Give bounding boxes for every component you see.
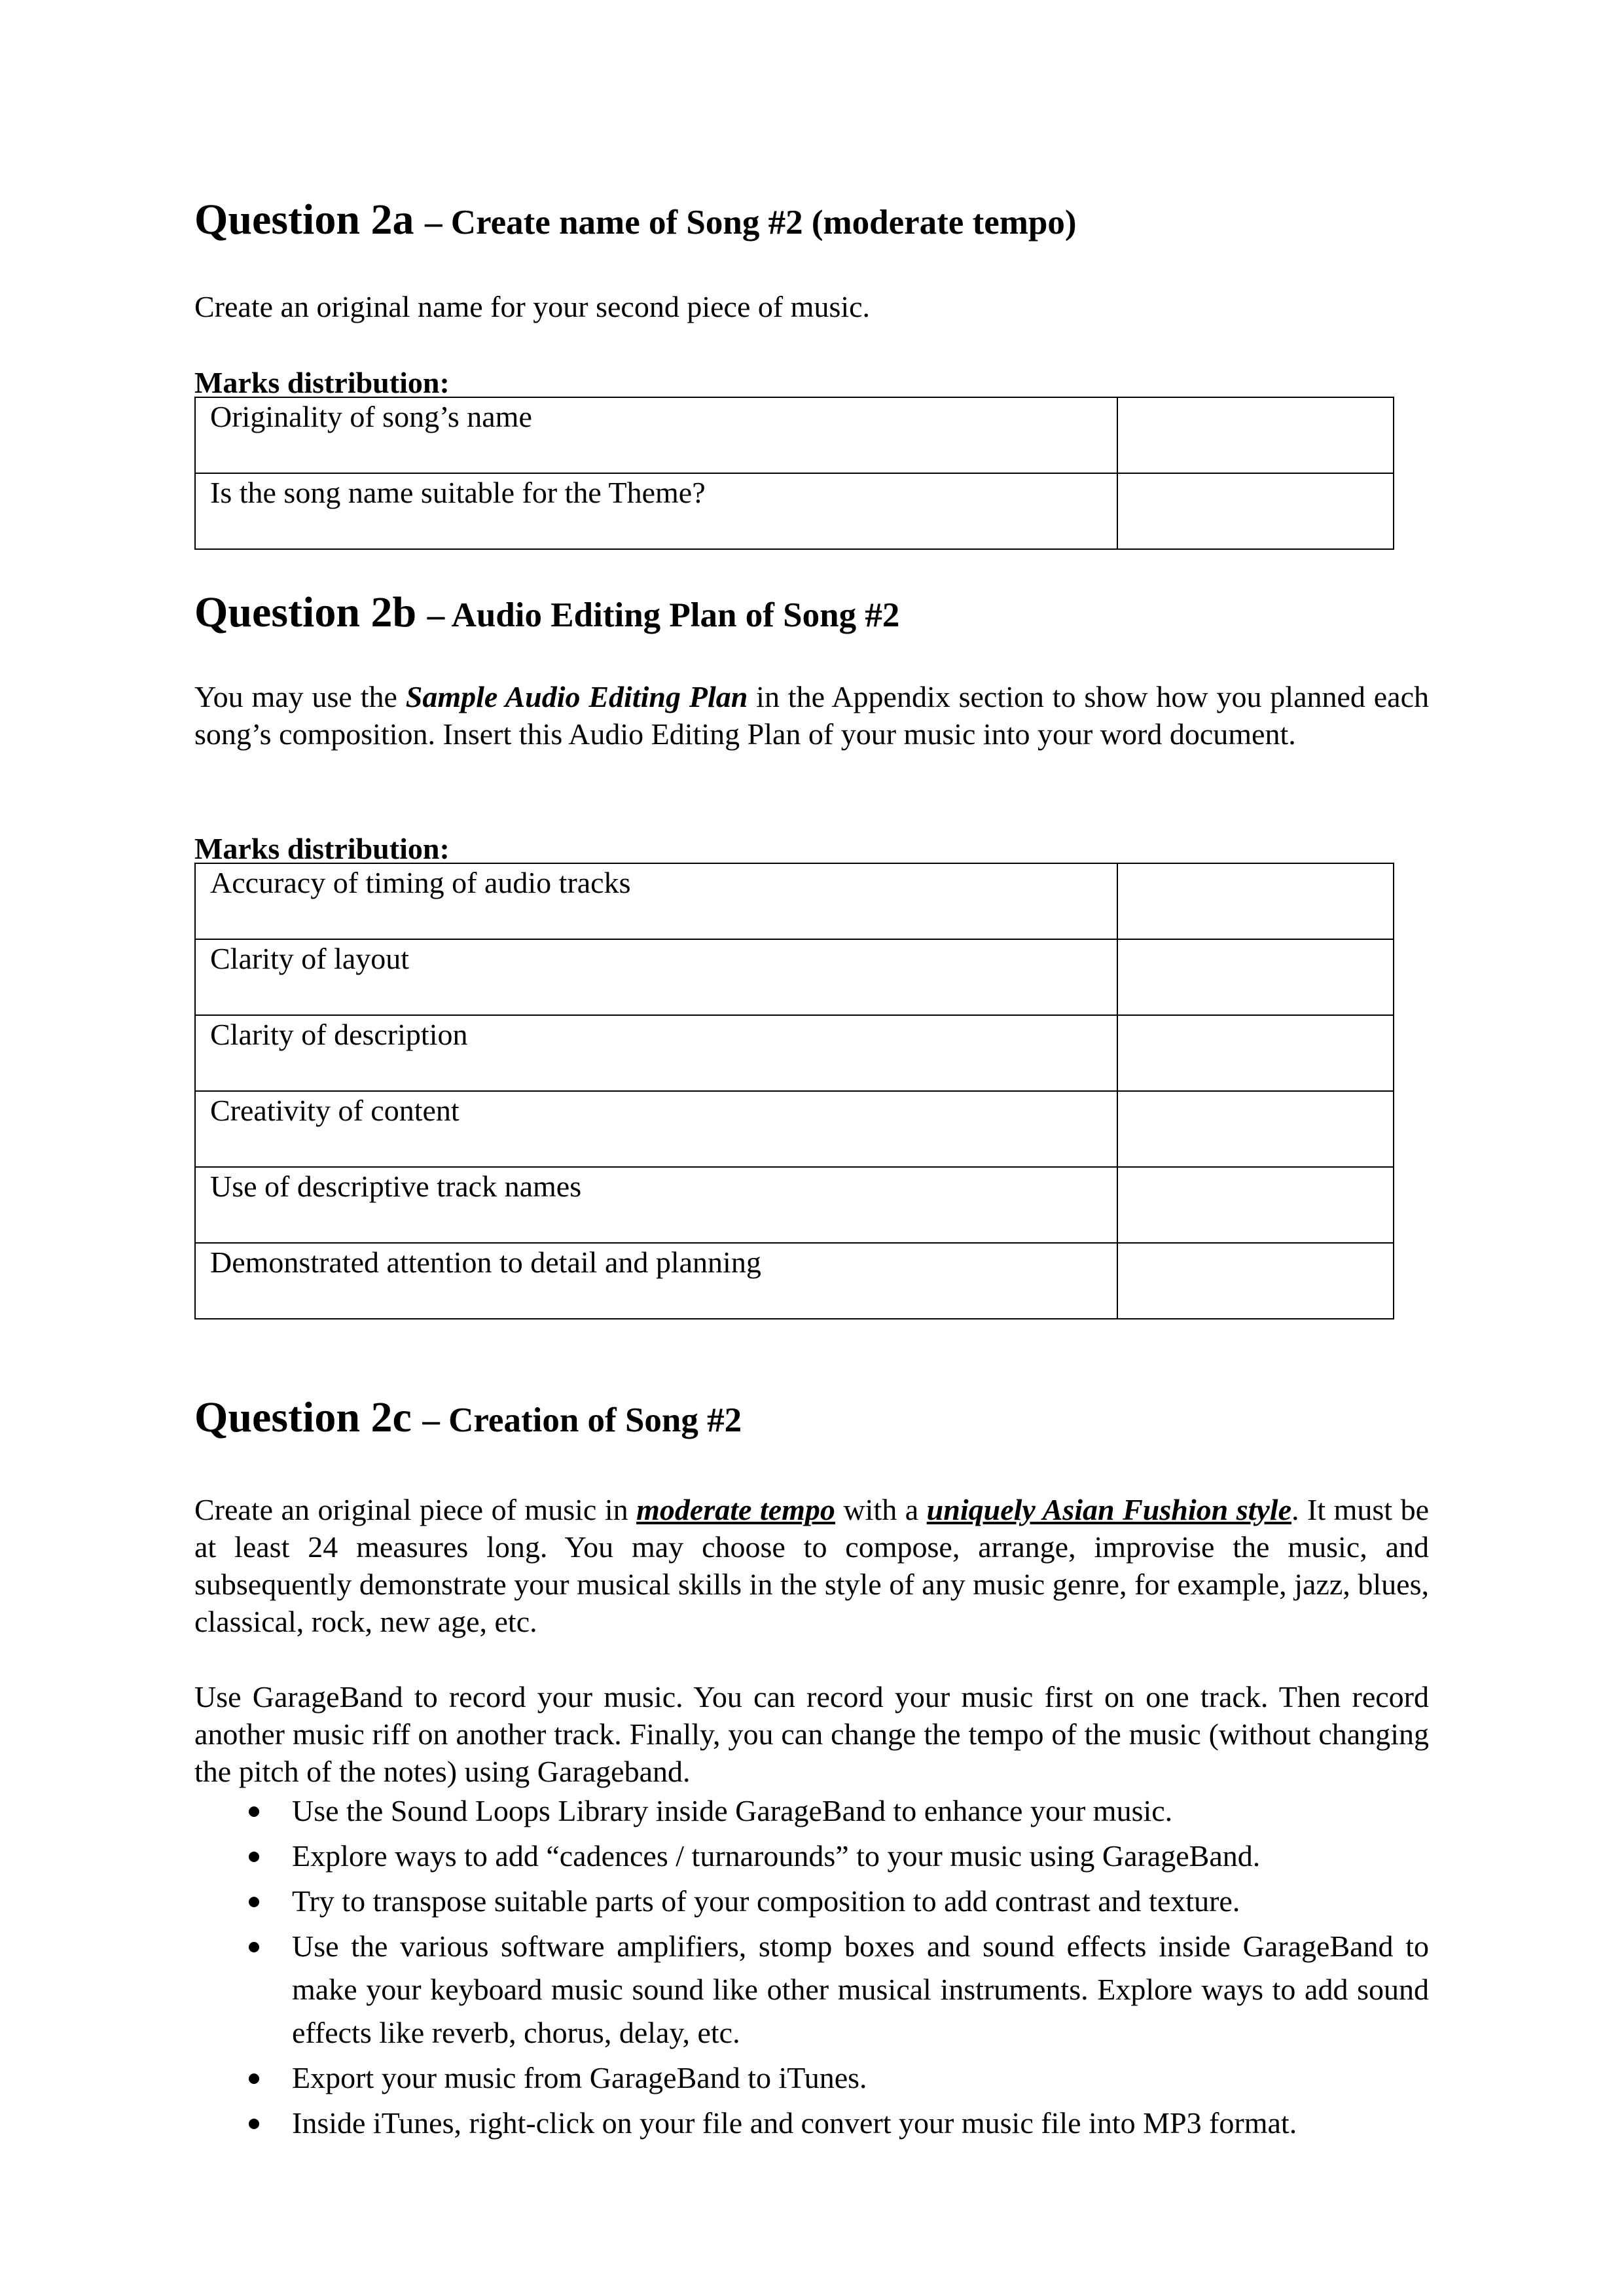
list-item xyxy=(194,1835,1429,1878)
list-item-text: Try to transpose suitable parts of your composition to add contrast and texture. xyxy=(292,1884,1240,1918)
q2a-marks-table xyxy=(194,397,1394,550)
q2b-intro xyxy=(194,678,1429,753)
criterion-cell: Is the song name suitable for the Theme? xyxy=(195,473,1117,549)
q2b-number: Question 2b xyxy=(194,588,417,636)
list-item-text: Export your music from GarageBand to iTunes. xyxy=(292,2061,867,2094)
table-row xyxy=(195,1015,1394,1091)
q2a-intro: Create an original name for your second piece of music. xyxy=(194,290,871,323)
bullet-icon xyxy=(249,1942,259,1952)
criterion-cell: Accuracy of timing of audio tracks xyxy=(195,863,1117,939)
q2b-intro-part1: You may use the xyxy=(194,680,397,713)
q2c-bullet-list xyxy=(194,1789,1429,2147)
list-item xyxy=(194,2102,1429,2145)
list-item xyxy=(194,1880,1429,1923)
table-row xyxy=(195,1091,1394,1167)
bullet-icon xyxy=(249,1852,259,1862)
table-row xyxy=(195,473,1394,549)
table-row xyxy=(195,1243,1394,1319)
q2b-marks-table xyxy=(194,863,1394,1319)
score-cell[interactable] xyxy=(1117,1167,1394,1243)
score-cell[interactable] xyxy=(1117,939,1394,1015)
score-cell[interactable] xyxy=(1117,1091,1394,1167)
bullet-icon xyxy=(249,2119,259,2129)
table-row xyxy=(195,1167,1394,1243)
bullet-icon xyxy=(249,1806,259,1817)
score-cell[interactable] xyxy=(1117,1243,1394,1319)
criterion-cell: Originality of song’s name xyxy=(195,397,1117,473)
list-item-text: Use the Sound Loops Library inside GarageBand to enhance your music. xyxy=(292,1794,1173,1827)
moderate-tempo-emphasis: moderate tempo xyxy=(636,1493,835,1526)
score-cell[interactable] xyxy=(1117,1015,1394,1091)
table-row xyxy=(195,863,1394,939)
list-item-text: Explore ways to add “cadences / turnarounds” to your music using GarageBand. xyxy=(292,1839,1261,1873)
table-row xyxy=(195,939,1394,1015)
asian-fusion-emphasis: uniquely Asian Fushion style xyxy=(926,1493,1291,1526)
table-row xyxy=(195,397,1394,473)
q2a-marks-label: Marks distribution: xyxy=(194,366,450,399)
q2b-subtitle: – Audio Editing Plan of Song #2 xyxy=(427,596,900,634)
q2b-intro-part2: in the Appendix section to show how you planned each song’s composition. Insert this Audio Editing Plan of your music into your word document. xyxy=(194,680,1430,751)
list-item xyxy=(194,1925,1429,2054)
sample-plan-reference: Sample Audio Editing Plan xyxy=(405,680,748,713)
q2c-para1-b: with a xyxy=(843,1493,919,1526)
score-cell[interactable] xyxy=(1117,473,1394,549)
criterion-cell: Use of descriptive track names xyxy=(195,1167,1117,1243)
score-cell[interactable] xyxy=(1117,863,1394,939)
list-item-text: Use the various software amplifiers, stomp boxes and sound effects inside GarageBand to make your keyboard music sound like other musical instruments. Explore ways to add sound effects like reverb, chorus, delay, etc. xyxy=(292,1929,1429,2049)
criterion-cell: Creativity of content xyxy=(195,1091,1117,1167)
bullet-icon xyxy=(249,1897,259,1907)
criterion-cell: Clarity of layout xyxy=(195,939,1117,1015)
bullet-icon xyxy=(249,2073,259,2084)
criterion-cell: Demonstrated attention to detail and planning xyxy=(195,1243,1117,1319)
q2c-number: Question 2c xyxy=(194,1393,412,1441)
list-item xyxy=(194,1789,1429,1833)
q2b-marks-label: Marks distribution: xyxy=(194,832,450,865)
q2c-para1-a: Create an original piece of music in xyxy=(194,1493,628,1526)
criterion-cell: Clarity of description xyxy=(195,1015,1117,1091)
list-item-text: Inside iTunes, right-click on your file and convert your music file into MP3 format. xyxy=(292,2106,1297,2140)
q2c-para1-c: . It must be at least 24 measures long. You may choose to compose, arrange, improvise the music, and subsequently demonstrate your musical skills in the style of any music genre, for example, jazz, blues, classical, rock, new age, etc. xyxy=(194,1493,1430,1638)
q2b-heading xyxy=(194,589,899,637)
q2a-subtitle: – Create name of Song #2 (moderate tempo) xyxy=(425,204,1077,242)
q2c-subtitle: – Creation of Song #2 xyxy=(422,1401,742,1439)
score-cell[interactable] xyxy=(1117,397,1394,473)
q2a-heading xyxy=(194,196,1077,244)
q2a-number: Question 2a xyxy=(194,196,414,243)
q2c-para2: Use GarageBand to record your music. You can record your music first on one track. Then record another music riff on another track. Finally, you can change the tempo of the music (without changing the pitch of the notes) using Garageband. xyxy=(194,1680,1429,1788)
q2c-para1 xyxy=(194,1491,1429,1640)
list-item xyxy=(194,2056,1429,2100)
q2c-heading xyxy=(194,1394,742,1442)
